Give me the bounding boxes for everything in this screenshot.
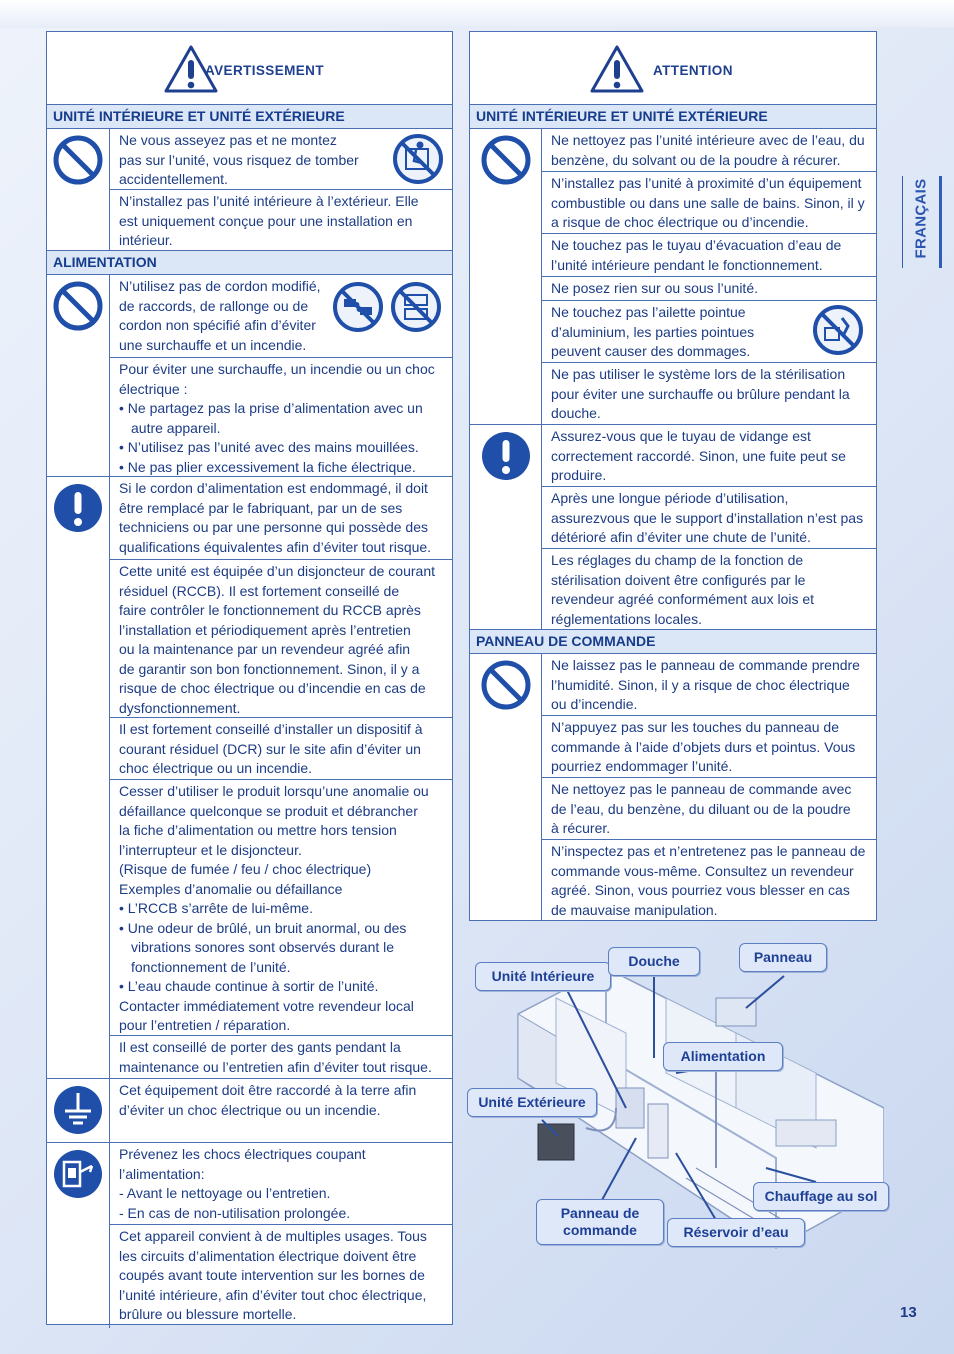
multi-use-cell (110, 1225, 452, 1328)
panel-keys-text: N’appuyez pas sur les touches du panneau de commande à l’aide d’objets durs et pointus. Vous pourriez endommager l’unité. (551, 719, 856, 774)
multi-use-text: Cet appareil convient à de multiples usages. Tous les circuits d’alimentation électrique doivent être coupés avant toute intervention sur les bornes de l’unité intérieure, afin d’éviter tout choc électrique, brûlure ou blessure mortelle. (119, 1228, 427, 1322)
unplug-intro: Prévenez les chocs électriques coupant l’alimentation: (119, 1146, 366, 1182)
panel-humidity-cell (542, 654, 876, 716)
unplug-line-2: - En cas de non-utilisation prolongée. (119, 1204, 351, 1221)
damaged-cord-cell (110, 477, 452, 560)
label-outdoor-unit: Unité Extérieure (467, 1088, 597, 1117)
damaged-cord-text: Si le cordon d’alimentation est endommagé, il doit être remplacé par le fabriquant, par un de ses techniciens ou par une personne qui possède des qualifications équivalentes afin d’éviter tout risque. (119, 480, 432, 555)
nothing-on-unit-text: Ne posez rien sur ou sous l’unité. (551, 280, 758, 296)
earth-group (47, 1079, 452, 1143)
anomaly-bullet-2: • Une odeur de brûlé, un bruit anormal, ou des vibrations sonores sont observés durant le fonctionnement de l’unité. (119, 919, 407, 975)
sterilization-settings-text: Les réglages du champ de la fonction de stérilisation doivent être configurés par le revendeur agréé conformément aux lois et réglementations locales. (551, 552, 815, 627)
section-title-units: UNITÉ INTÉRIEURE ET UNITÉ EXTÉRIEURE (47, 105, 452, 129)
no-modified-cord-text: N’utilisez pas de cordon modifié, de raccords, de rallonge ou de cordon non spécifié afin d’éviter une surchauffe et un incendie. (119, 278, 321, 353)
prohibition-icon (52, 280, 104, 332)
anomaly-outro: Contacter immédiatement votre revendeur local pour l’entretien / réparation. (119, 997, 414, 1033)
page-number: 13 (900, 1304, 917, 1321)
unplug-group (47, 1143, 452, 1328)
prohibition-icon (480, 134, 532, 186)
overheat-bullet-3: • Ne pas plier excessivement la fiche électrique. (119, 458, 416, 475)
no-touch-drain-cell (542, 234, 876, 277)
label-power: Alimentation (663, 1042, 783, 1071)
panel-clean-text: Ne nettoyez pas le panneau de commande avec de l’eau, du benzène, du diluant ou de la poudre à récurer. (551, 781, 852, 836)
label-water-tank: Réservoir d’eau (667, 1218, 805, 1247)
gloves-text: Il est conseillé de porter des gants pendant la maintenance ou l’entretien afin d’éviter tout risque. (119, 1039, 432, 1075)
rccb-cell (110, 560, 452, 718)
no-touch-drain-text: Ne touchez pas le tuyau d’évacuation d’eau de l’unité intérieure pendant le fonctionnement. (551, 237, 842, 273)
no-climbing-icon (392, 133, 444, 185)
overheat-intro: Pour éviter une surchauffe, un incendie ou un choc électrique : (119, 361, 435, 397)
anomaly-cell (110, 780, 452, 1036)
fin-text: Ne touchez pas l’ailette pointue d’aluminium, les parties pointues peuvent causer des dommages. (551, 304, 755, 359)
no-touch-fin-icon (812, 304, 864, 356)
caution-prohibition-group (470, 129, 876, 425)
caution-header (470, 32, 876, 105)
caution-triangle-icon (589, 44, 645, 94)
mandatory-exclamation-icon (480, 430, 532, 482)
unplug-cell (110, 1143, 452, 1225)
power-prohibition-group (47, 275, 452, 477)
indoor-only-text: N’installez pas l’unité intérieure à l’extérieur. Elle est uniquement conçue pour une installation en intérieur. (119, 193, 419, 248)
label-panel: Panneau (739, 943, 827, 972)
installation-diagram (466, 938, 884, 1256)
warning-table (46, 31, 453, 1325)
label-shower: Douche (608, 947, 700, 976)
units-prohibition-group (47, 129, 452, 251)
no-water-clean-cell (542, 129, 876, 172)
panel-clean-cell (542, 778, 876, 840)
sterilization-settings-cell (542, 549, 876, 629)
panel-keys-cell (542, 716, 876, 778)
no-modified-cord-cell (110, 275, 452, 358)
sterilization-text: Ne pas utiliser le système lors de la stérilisation pour éviter une surchauffe ou brûlure pendant la douche. (551, 366, 850, 421)
indoor-only-cell (110, 190, 452, 250)
caution-mandatory-group (470, 425, 876, 630)
caution-table (469, 31, 877, 921)
support-cell (542, 487, 876, 549)
overheat-bullet-1: • Ne partagez pas la prise d’alimentation avec un autre appareil. (119, 400, 423, 436)
panel-inspect-cell (542, 840, 876, 920)
dcr-cell (110, 718, 452, 780)
label-indoor-unit: Unité Intérieure (475, 962, 611, 991)
drain-hose-text: Assurez-vous que le tuyau de vidange est correctement raccordé. Sinon, une fuite peut se produire. (551, 428, 846, 483)
section-title-power: ALIMENTATION (47, 251, 452, 275)
power-mandatory-group (47, 477, 452, 1079)
overheat-cell (110, 358, 452, 476)
earth-cell (110, 1079, 452, 1142)
warning-title: AVERTISSEMENT (205, 63, 324, 78)
fin-cell (542, 301, 876, 363)
ground-icon (52, 1084, 104, 1136)
unplug-icon (52, 1148, 104, 1200)
panel-prohibition-group (470, 654, 876, 920)
warning-header (47, 32, 452, 105)
drain-hose-cell (542, 425, 876, 487)
label-control-panel: Panneau de commande (536, 1199, 664, 1245)
dcr-text: Il est fortement conseillé d’installer un dispositif à courant résiduel (DCR) sur le site afin d’éviter un choc électrique ou un incendie. (119, 721, 423, 776)
mandatory-exclamation-icon (52, 482, 104, 534)
top-band (0, 0, 954, 28)
anomaly-bullet-1: • L’RCCB s’arrête de lui-même. (119, 900, 313, 916)
anomaly-bullet-3: • L’eau chaude continue à sortir de l’unité. (119, 978, 379, 994)
section-title-units-caution: UNITÉ INTÉRIEURE ET UNITÉ EXTÉRIEURE (470, 105, 876, 129)
sterilization-cell (542, 363, 876, 424)
no-sitting-cell (110, 129, 452, 190)
panel-humidity-text: Ne laissez pas le panneau de commande prendre l’humidité. Sinon, il y a risque de choc électrique ou d’incendie. (551, 657, 860, 712)
no-sitting-text: Ne vous asseyez pas et ne montez pas sur l’unité, vous risquez de tomber accidentellement. (119, 132, 359, 187)
prohibition-icon (480, 659, 532, 711)
language-label: FRANÇAIS (912, 178, 930, 259)
language-tab (902, 176, 942, 268)
no-water-clean-text: Ne nettoyez pas l’unité intérieure avec de l’eau, du benzène, du solvant ou de la poudre à récurer. (551, 132, 865, 168)
prohibition-icon (52, 134, 104, 186)
caution-title: ATTENTION (653, 63, 733, 78)
no-extension-cord-icon (332, 281, 384, 333)
support-text: Après une longue période d’utilisation, assurezvous que le support d’installation n’est pas détérioré afin d’éviter une chute de l’unité. (551, 490, 864, 545)
gloves-cell (110, 1036, 452, 1078)
panel-inspect-text: N’inspectez pas et n’entretenez pas le panneau de commande vous-même. Consultez un revendeur agréé. Sinon, vous pourriez vous blesser en cas de mauvaise manipulation. (551, 843, 866, 918)
section-title-control-panel: PANNEAU DE COMMANDE (470, 630, 876, 654)
unplug-line-1: - Avant le nettoyage ou l’entretien. (119, 1185, 331, 1201)
no-bathroom-text: N’installez pas l’unité à proximité d’un équipement combustible ou dans une salle de bains. Sinon, il y a risque de choc électrique ou d’incendie. (551, 175, 865, 230)
overheat-bullet-2: • N’utilisez pas l’unité avec des mains mouillées. (119, 439, 419, 455)
earth-text: Cet équipement doit être raccordé à la terre afin d’éviter un choc électrique ou un incendie. (119, 1082, 417, 1118)
no-multi-plug-icon (390, 281, 442, 333)
nothing-on-unit-cell (542, 277, 876, 301)
label-floor-heating: Chauffage au sol (753, 1182, 889, 1211)
rccb-text: Cette unité est équipée d’un disjoncteur de courant résiduel (RCCB). Il est fortement conseillé de faire contrôler le fonctionnement du RCCB après l’installation et périodiquement après l’entretien ou la maintenance par un revendeur agréé afin de garantir son bon fonctionnement. Sinon, il y a risque de choc électrique ou d’incendie en cas de dysfonctionnement. (119, 563, 435, 716)
anomaly-intro: Cesser d’utiliser le produit lorsqu’une anomalie ou défaillance quelconque se produit et débrancher la fiche d’alimentation ou mettre hors tension l’interrupteur et le disjoncteur. (Risque de fumée / feu / choc électrique) Exemples d’anomalie ou défaillance (119, 783, 429, 897)
no-bathroom-cell (542, 172, 876, 234)
